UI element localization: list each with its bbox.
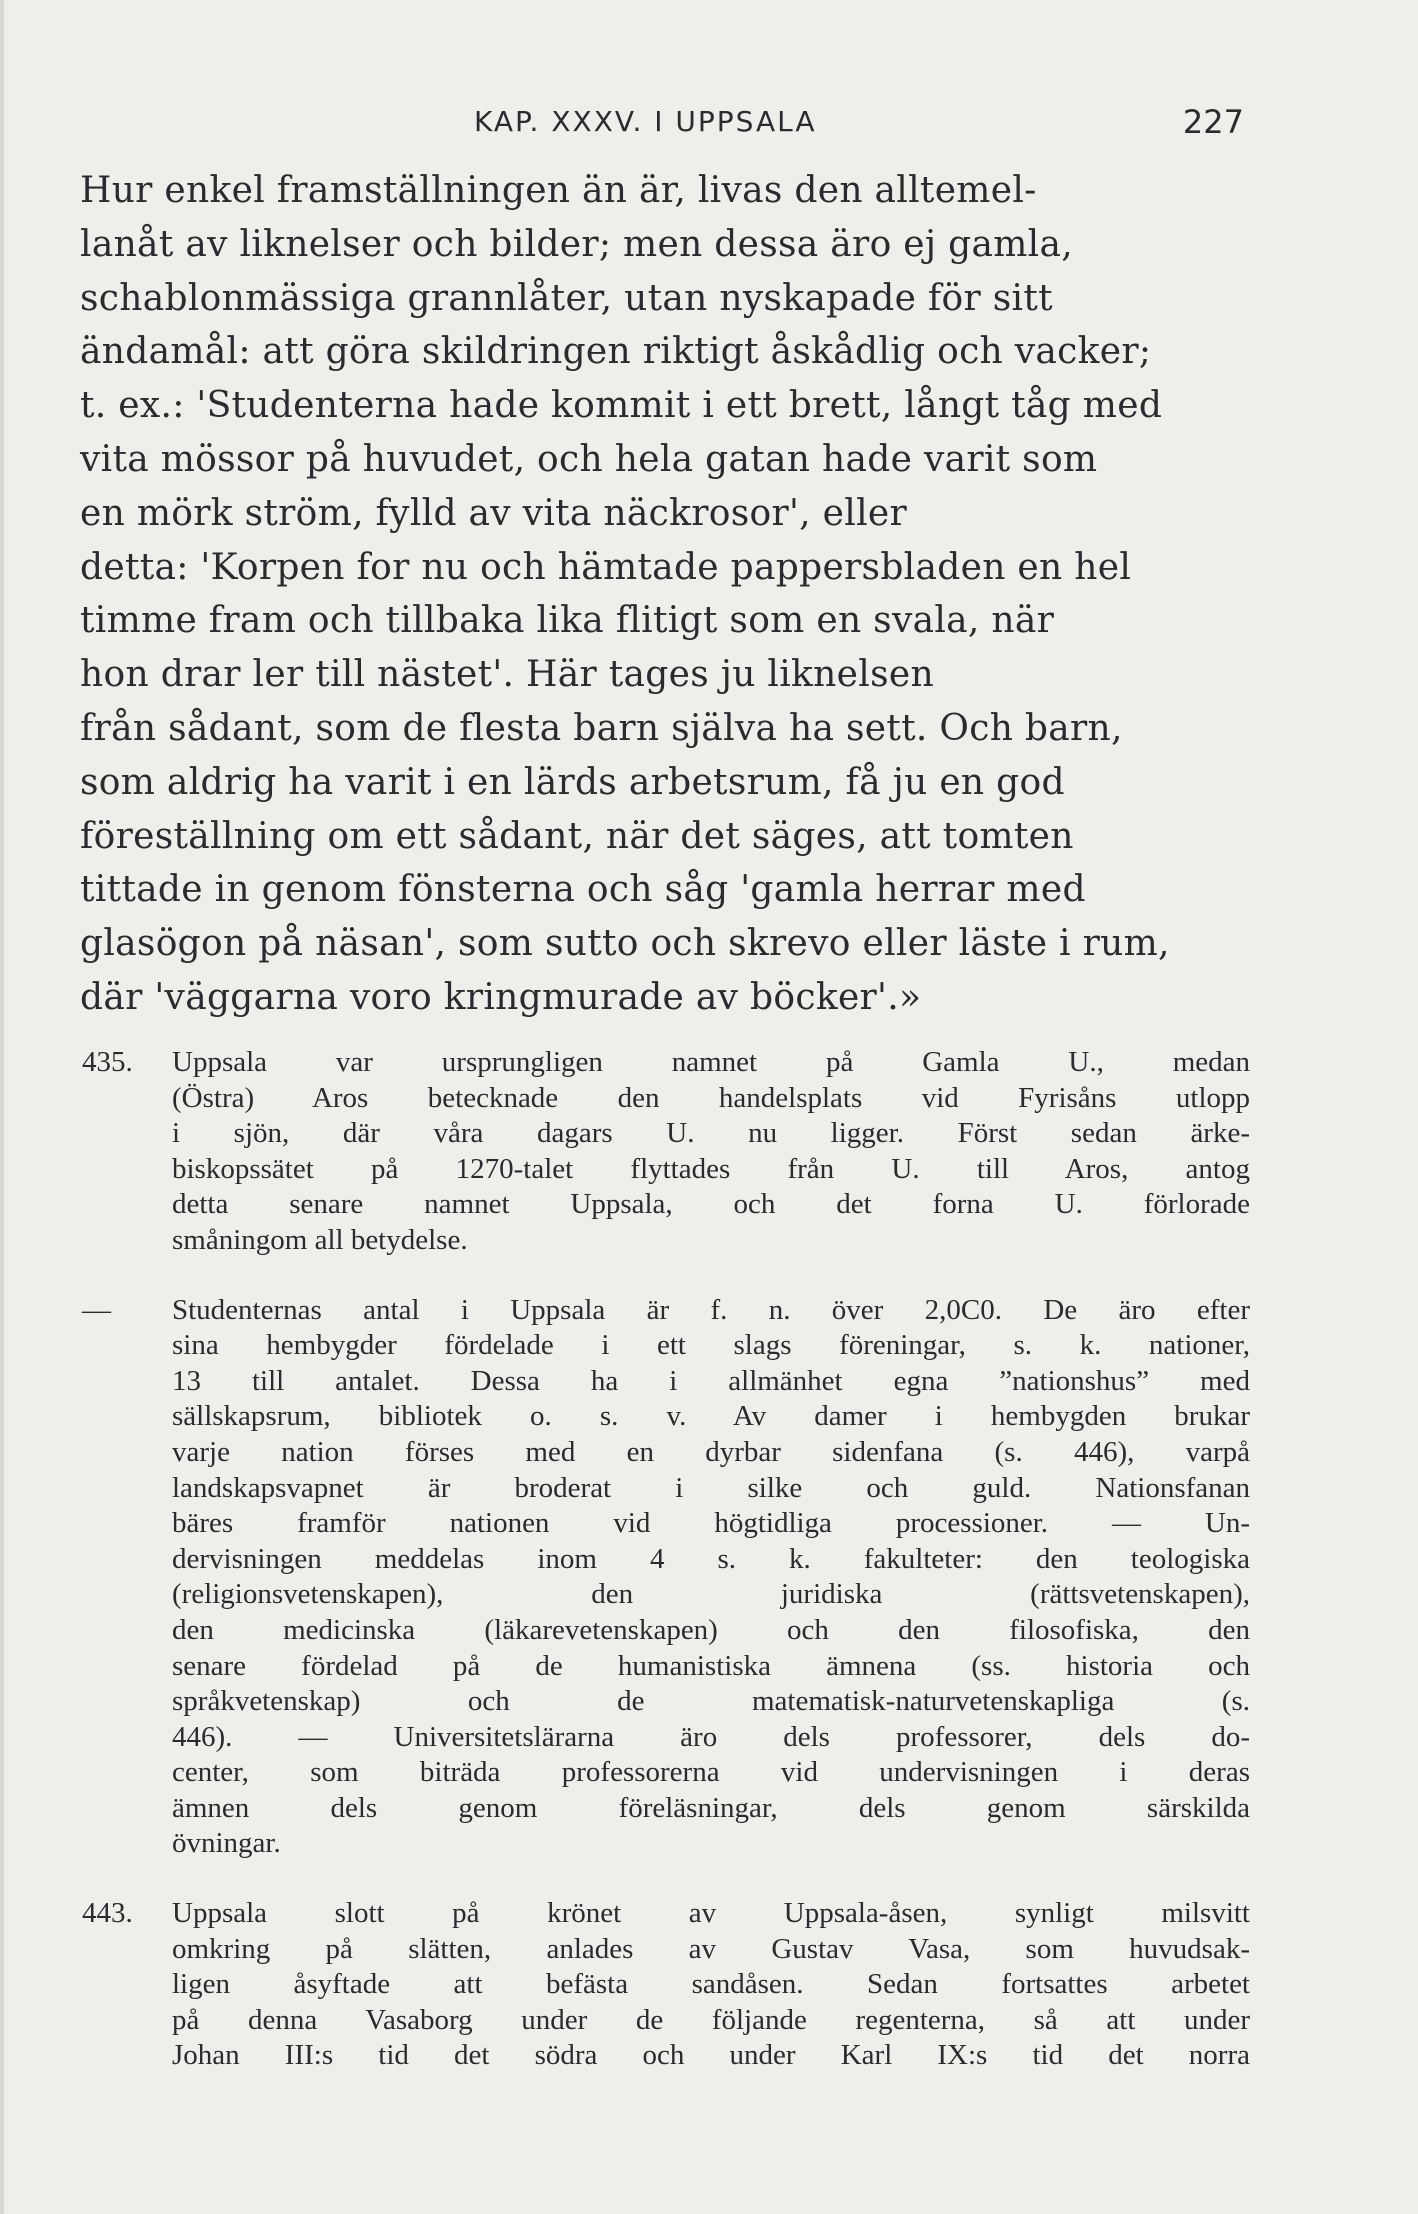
body-line: som aldrig ha varit i en lärds arbetsrum, få ju en god <box>80 761 1065 803</box>
note-line: (religionsvetenskapen), den juridiska (rättsvetenskapen), <box>172 1578 1250 1611</box>
note-line: den medicinska (läkarevetenskapen) och den filosofiska, den <box>172 1613 1250 1646</box>
body-line: detta: 'Korpen for nu och hämtade pappersbladen en hel <box>80 546 1132 588</box>
note-line: 446). — Universitetslärarna äro dels professorer, dels do- <box>172 1720 1250 1753</box>
body-line: ändamål: att göra skildringen riktigt åskådlig och vacker; <box>80 331 1152 373</box>
note-line: småningom all betydelse. <box>172 1223 468 1256</box>
body-line: t. ex.: 'Studenterna hade kommit i ett brett, långt tåg med <box>80 385 1163 427</box>
note-number: 435. <box>82 1046 133 1078</box>
note-435 <box>82 1045 1250 1259</box>
note-line: Uppsala slott på krönet av Uppsala-åsen, synligt milsvitt <box>172 1897 1250 1930</box>
note-line: språkvetenskap) och de matematisk-naturvetenskapliga (s. <box>172 1685 1250 1718</box>
body-paragraph <box>80 164 1242 1025</box>
body-line: tittade in genom fönsterna och såg 'gamla herrar med <box>80 869 1086 911</box>
page-number: 227 <box>1182 103 1244 141</box>
body-line: från sådant, som de flesta barn själva ha sett. Och barn, <box>80 707 1123 749</box>
body-line: vita mössor på huvudet, och hela gatan hade varit som <box>80 438 1098 480</box>
note-line: övningar. <box>172 1827 281 1860</box>
note-line: sällskapsrum, bibliotek o. s. v. Av damer i hembygden brukar <box>172 1400 1250 1433</box>
body-line: Hur enkel framställningen än är, livas den alltemel- <box>80 170 1037 211</box>
note-line: på denna Vasaborg under de följande regenterna, så att under <box>172 2003 1250 2036</box>
note-number: 443. <box>82 1897 133 1930</box>
body-line: glasögon på näsan', som sutto och skrevo eller läste i rum, <box>80 923 1170 965</box>
note-line: Uppsala var ursprungligen namnet på Gamla U., medan <box>172 1046 1250 1078</box>
note-line: senare fördelad på de humanistiska ämnena (ss. historia och <box>172 1649 1250 1682</box>
body-line: där 'väggarna voro kringmurade av böcker'.» <box>80 976 922 1018</box>
body-line: timme fram och tillbaka lika flitigt som en svala, när <box>80 600 1055 642</box>
note-line: Studenternas antal i Uppsala är f. n. över 2,0C0. De äro efter <box>172 1293 1250 1326</box>
body-line: hon drar ler till nästet'. Här tages ju liknelsen <box>80 654 934 696</box>
page-edge <box>0 0 4 2214</box>
note-443 <box>82 1896 1250 2074</box>
note-line: detta senare namnet Uppsala, och det forna U. förlorade <box>172 1188 1250 1221</box>
note-line: omkring på slätten, anlades av Gustav Vasa, som huvudsak- <box>172 1932 1250 1965</box>
commentary-notes <box>82 1045 1250 2074</box>
note-line: varje nation förses med en dyrbar sidenfana (s. 446), varpå <box>172 1435 1250 1468</box>
page-header <box>0 100 1418 144</box>
body-line: lanåt av liknelser och bilder; men dessa äro ej gamla, <box>80 223 1073 265</box>
note-line: ligen åsyftade att befästa sandåsen. Sedan fortsattes arbetet <box>172 1968 1250 2001</box>
note-line: ämnen dels genom föreläsningar, dels genom särskilda <box>172 1791 1250 1824</box>
note-line: center, som biträda professorerna vid undervisningen i deras <box>172 1756 1250 1789</box>
note-line: biskopssätet på 1270-talet flyttades från U. till Aros, antog <box>172 1152 1250 1185</box>
note-line: i sjön, där våra dagars U. nu ligger. Först sedan ärke- <box>172 1117 1250 1150</box>
note-continuation <box>82 1293 1250 1863</box>
note-dash: — <box>82 1293 111 1326</box>
body-line: schablonmässiga grannlåter, utan nyskapade för sitt <box>80 277 1053 319</box>
note-line: 13 till antalet. Dessa ha i allmänhet egna ”nationshus” med <box>172 1364 1250 1397</box>
body-line: föreställning om ett sådant, när det säges, att tomten <box>80 815 1074 857</box>
body-line: en mörk ström, fylld av vita näckrosor', eller <box>80 492 907 534</box>
note-line: sina hembygder fördelade i ett slags föreningar, s. k. nationer, <box>172 1329 1250 1362</box>
running-title: KAP. XXXV. I UPPSALA <box>474 105 817 138</box>
note-line: Johan III:s tid det södra och under Karl IX:s tid det norra <box>172 2039 1250 2072</box>
note-line: (Östra) Aros betecknade den handelsplats vid Fyrisåns utlopp <box>172 1081 1250 1114</box>
note-line: dervisningen meddelas inom 4 s. k. fakulteter: den teologiska <box>172 1542 1250 1575</box>
note-line: bäres framför nationen vid högtidliga processioner. — Un- <box>172 1507 1250 1540</box>
note-line: landskapsvapnet är broderat i silke och guld. Nationsfanan <box>172 1471 1250 1504</box>
